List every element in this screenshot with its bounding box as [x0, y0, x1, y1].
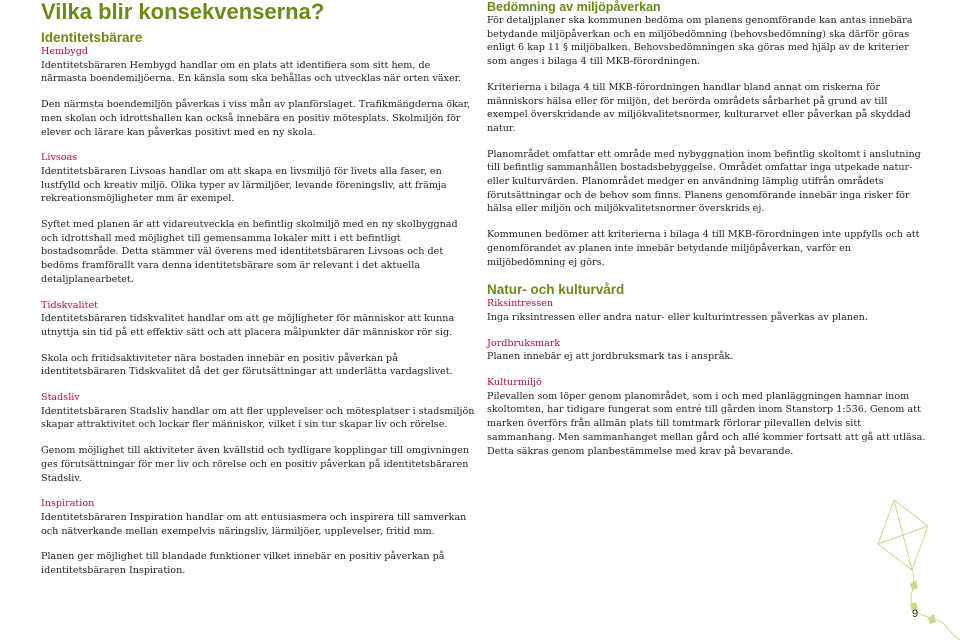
- paragraph-bedomning-3: Planområdet omfattar ett område med nybyggnation inom befintlig skoltomt i anslutning till befintlig sammanhållen bostadsbebyggelse. Området omfattar inga utpekade natur- eller kulturvärden. Planområdet medger en användning lämplig utifrån områdets förutsättningar och de behov som finns. Planens genomförande innebär inga risker för hälsa eller miljön och miljökvalitetsnormer överskrids ej.: [487, 148, 921, 215]
- section-heading-bedomning: Bedömning av miljöpåverkan: [487, 0, 661, 14]
- section-heading-natur-kulturvard: Natur- och kulturvård: [487, 282, 625, 298]
- subheading-inspiration: Inspiration: [41, 498, 95, 510]
- subheading-stadsliv: Stadsliv: [41, 392, 80, 404]
- subheading-hembygd: Hembygd: [41, 46, 88, 57]
- page-number: 9: [911, 608, 919, 620]
- subheading-kulturmiljo: Kulturmiljö: [487, 377, 542, 389]
- paragraph-bedomning-1: För detaljplaner ska kommunen bedöma om planens genomförande kan antas innebära betydande miljöpåverkan och en miljöbedömning (behovsbedömning) ska därför göras enligt 6 kap 11 § miljöbalken. Behovsbedömningen ska göras med hjälp av de kriterier som anges i bilaga 4 till MKB-förordningen.: [487, 15, 913, 68]
- paragraph-jordbruksmark: Planen innebär ej att jordbruksmark tas i anspråk.: [487, 351, 734, 363]
- paragraph-hembygd-2: Den närmsta boendemiljön påverkas i viss mån av planförslaget. Trafikmängderna ökar, men skolan och idrottshallen kan också innebära en positiv mötesplats. Skolmiljön för elever och lärare kan påverkas positivt med en ny skola.: [41, 99, 471, 138]
- paragraph-bedomning-2: Kriterierna i bilaga 4 till MKB-förordningen handlar bland annat om riskerna för människors hälsa eller för miljön, det berörda områdets sårbarhet på grund av till exempel överskridande av miljökvalitetsnormer, kulturarvet eller påverkan på skyddad natur.: [487, 81, 911, 134]
- subheading-tidskvalitet: Tidskvalitet: [41, 299, 99, 311]
- paragraph-livsoas-1: Identitetsbäraren Livsoas handlar om att skapa en livsmiljö för livets alla faser, en lustfylld och kreativ miljö. Olika typer av lärmiljöer, levande föreningsliv, att främja rekreationsmöjligheter mm är exempel.: [41, 165, 447, 205]
- section-heading-identitetsbarare: Identitetsbärare: [41, 30, 143, 45]
- paragraph-inspiration-1: Identitetsbäraren Inspiration handlar om att entusiasmera och inspirera till samverkan och nätverkande mellan exempelvis näringsliv, lärmiljöer, upplevelser, fritid mm.: [41, 511, 467, 537]
- paragraph-stadsliv-2: Genom möjlighet till aktiviteter även kvällstid och tydligare kopplingar till omgivningen ges förutsättningar för mer liv och rörelse och en positiv påverkan på identitetsbäraren Stadsliv.: [41, 445, 470, 484]
- paragraph-riksintressen: Inga riksintressen eller andra natur- eller kulturintressen påverkas av planen.: [487, 311, 868, 323]
- paragraph-kulturmiljo: Pilevallen som löper genom planområdet, som i och med planläggningen hamnar inom skoltomten, har tidigare fungerat som entré till gården inom Stanstorp 1:536. Genom att marken överförs från allmän plats till tomtmark förlorar pilevallen delvis sitt sammanhang. Men sammanhanget mellan gård och allé kommer fortsatt att gå att utläsa. Detta säkras genom planbestämmelse med krav på bevarande.: [487, 390, 926, 457]
- paragraph-livsoas-2: Syftet med planen är att vidareutveckla en befintlig skolmiljö med en ny skolbyggnad och idrottshall med möjlighet till gemensamma lokaler mitt i ett befintligt bostadsområde. Detta stämmer väl överens med identitetsbäraren Livsoas och det bedöms framförallt vara denna identitetsbärare som är relevant i det aktuella detaljplanearbetet.: [41, 219, 458, 285]
- paragraph-inspiration-2: Planen ger möjlighet till blandade funktioner vilket innebär en positiv påverkan på identitetsbäraren Inspiration.: [41, 551, 445, 577]
- subheading-riksintressen: Riksintressen: [487, 298, 554, 310]
- paragraph-hembygd-1: Identitetsbäraren Hembygd handlar om en plats att identifiera som sitt hem, de närmasta boendemiljöerna. En känsla som ska behållas och utvecklas när orten växer.: [41, 59, 462, 85]
- paragraph-stadsliv-1: Identitetsbäraren Stadsliv handlar om att fler upplevelser och mötesplatser i stadsmiljön skapar attraktivitet och lockar fler människor, vilket i sin tur skapar liv och rörelse.: [41, 405, 475, 431]
- paragraph-bedomning-4: Kommunen bedömer att kriterierna i bilaga 4 till MKB-förordningen inte uppfylls och att genomförandet av planen inte innebär betydande miljöpåverkan, varför en miljöbedömning ej görs.: [487, 229, 920, 268]
- left-column: [41, 0, 476, 578]
- paragraph-tidskvalitet-1: Identitetsbäraren tidskvalitet handlar om att ge möjligheter för människor att kunna utnyttja sin tid på ett effektiv sätt och att placera målpunkter där människor rör sig.: [41, 313, 455, 338]
- paragraph-tidskvalitet-2: Skola och fritidsaktiviteter nära bostaden innebär en positiv påverkan på identitetsbäraren Tidskvalitet då det ger förutsättningar att underlätta vardagslivet.: [41, 352, 453, 378]
- subheading-jordbruksmark: Jordbruksmark: [487, 337, 561, 349]
- subheading-livsoas: Livsoas: [41, 152, 78, 164]
- right-column: [487, 0, 927, 458]
- page-title: Vilka blir konsekvenserna?: [41, 0, 325, 24]
